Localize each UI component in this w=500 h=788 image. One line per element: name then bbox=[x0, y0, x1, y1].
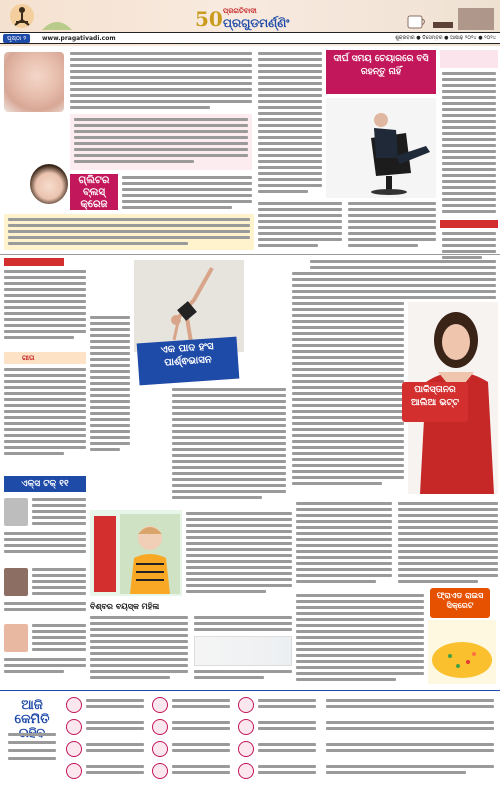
person-photo-3 bbox=[4, 624, 28, 652]
old-woman-photo bbox=[120, 514, 180, 594]
article-bottom-right bbox=[296, 500, 498, 688]
horoscope-title-block bbox=[4, 699, 60, 781]
taurus-icon bbox=[66, 719, 82, 735]
virgo-icon bbox=[152, 719, 168, 735]
person-photo-2 bbox=[4, 568, 28, 596]
masthead bbox=[0, 0, 500, 46]
left-notes-tag bbox=[4, 258, 64, 266]
fried-rice-photo bbox=[428, 620, 496, 684]
article-glitter-blush bbox=[4, 48, 254, 252]
horoscope-title: ଆଜି କେମିତି bbox=[14, 698, 50, 727]
today-headline: ଏକ୍ସ ଟକ୍ ୧୧ bbox=[4, 476, 86, 492]
headline-chair: ଦୀର୍ଘ ସମୟ ଚେୟାରରେ ବସି ରହନ୍ତୁ ନାହିଁ bbox=[326, 50, 436, 94]
page-number: ପୃଷ୍ଠା ୨ bbox=[3, 34, 30, 43]
coffee-and-desk-illustration bbox=[388, 2, 498, 32]
yoga-headline-text: ଏକ ପାଦ ହଂସ ପାର୍ଶ୍ଵଭାସନ bbox=[160, 341, 214, 369]
article-gita bbox=[4, 352, 86, 472]
headline-alia bbox=[402, 382, 468, 422]
article-pakistan-alia bbox=[292, 258, 498, 496]
rice-headline-text: ଫ୍ରାଏଡ ରାଇସ ସିକ୍ରେଟ bbox=[436, 591, 484, 610]
cancer-icon bbox=[66, 763, 82, 779]
article-chair-sitting bbox=[258, 48, 436, 252]
headline-rice bbox=[430, 588, 490, 618]
man-in-chair-photo bbox=[326, 98, 436, 198]
pisces-icon bbox=[238, 763, 254, 779]
anniversary-number: 50 bbox=[195, 7, 223, 31]
article-yoga bbox=[90, 258, 288, 508]
column-left-notes bbox=[4, 258, 86, 350]
headline-glitter-blush: ଗ୍ଲିଟର ବ୍ଲସ୍ କ୍ରେଜ bbox=[70, 174, 118, 210]
logo[interactable] bbox=[195, 5, 315, 31]
yoga-figure-illustration bbox=[2, 2, 92, 32]
libra-icon bbox=[152, 741, 168, 757]
makeup-photo bbox=[4, 52, 64, 112]
masthead-info-bar bbox=[0, 32, 500, 44]
aries-icon bbox=[66, 697, 82, 713]
person-photo-1 bbox=[4, 498, 28, 526]
aquarius-icon bbox=[238, 741, 254, 757]
headline-oldest-vertical bbox=[94, 516, 116, 592]
woman-portrait-photo bbox=[30, 164, 68, 204]
article-today-ten bbox=[4, 476, 86, 686]
gita-headline: ଗୀତା bbox=[4, 352, 86, 364]
article-oldest-woman bbox=[90, 510, 292, 688]
sidebar-right-top bbox=[440, 48, 498, 268]
website-link[interactable]: www.pragativadi.com bbox=[42, 35, 116, 42]
alia-headline-text: ପାକିସ୍ତାନର ଆଲିଆ ଭଟ୍ଟ bbox=[411, 385, 459, 408]
headline-yoga bbox=[137, 337, 240, 386]
gemini-icon bbox=[66, 741, 82, 757]
leo-icon bbox=[152, 697, 168, 713]
brand-name: ପ୍ରଗତିବାଦୀ bbox=[223, 7, 257, 15]
sagittarius-icon bbox=[238, 697, 254, 713]
capricorn-icon bbox=[238, 719, 254, 735]
drop-cap bbox=[292, 258, 306, 272]
headline-teacher: ବିଶ୍ବର ବୟସ୍କ ମହିଳା bbox=[90, 602, 160, 611]
scorpio-icon bbox=[152, 763, 168, 779]
supplement-title: ପ୍ରଗୁଡମର୍ଣ୍ଣିଂ bbox=[223, 16, 290, 30]
classroom-photo bbox=[194, 636, 292, 666]
date-line: ଶୁକ୍ରବାର ● ଡିସେମ୍ବର ● ଆଷାଢ଼ ୨୦୨୪ ● ୨୦୨୪ bbox=[395, 35, 496, 41]
horoscope-section bbox=[0, 690, 500, 788]
